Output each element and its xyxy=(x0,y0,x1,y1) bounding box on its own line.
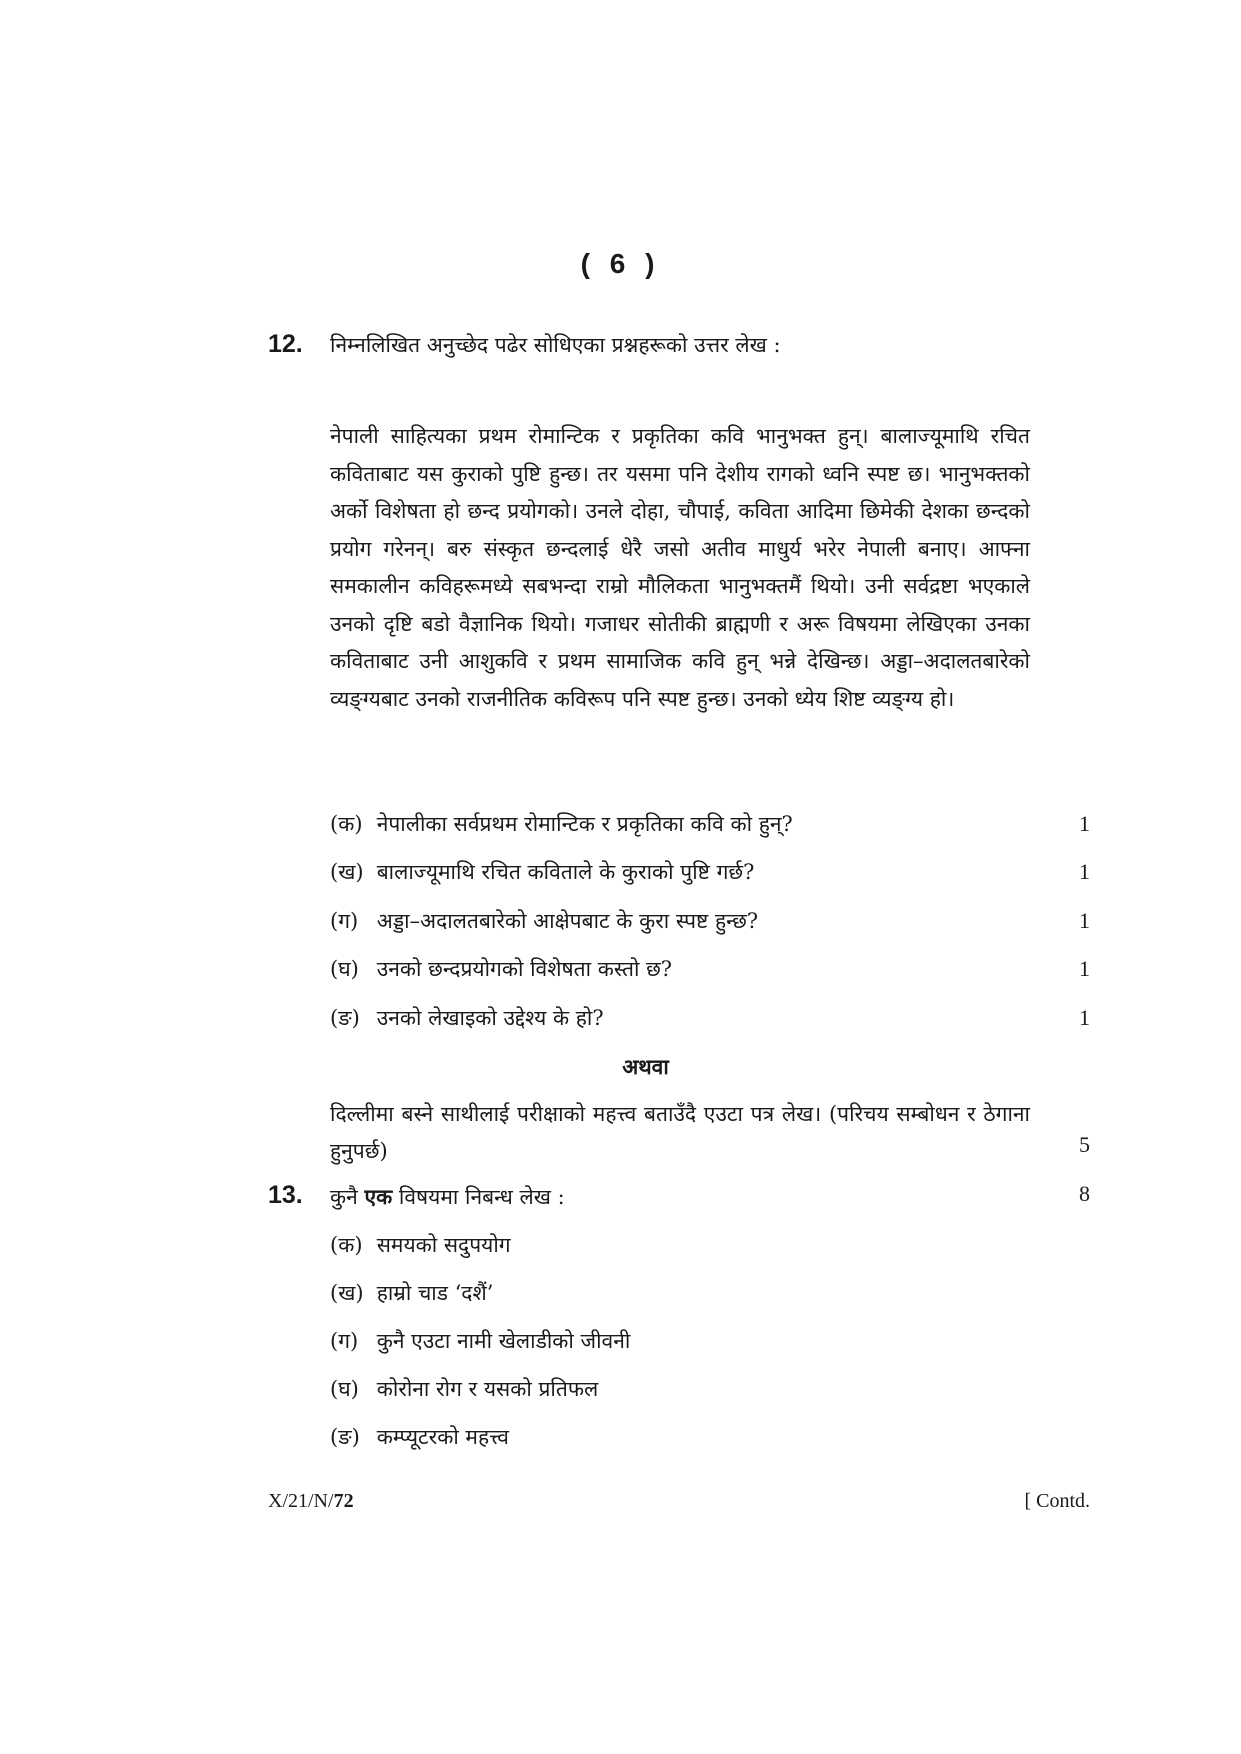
question-12-subquestion-nga xyxy=(330,1002,1090,1034)
subquestion-label: (घ) xyxy=(330,957,359,981)
question-12-subquestion-ga xyxy=(330,905,1090,937)
question-13-option-kha xyxy=(330,1277,1090,1309)
option-label: (ङ) xyxy=(330,1425,360,1449)
instruction-pre: कुनै xyxy=(330,1185,358,1209)
subquestion-marks: 1 xyxy=(1079,908,1090,933)
question-13-option-ga xyxy=(330,1325,1090,1357)
page-number: ( 6 ) xyxy=(580,248,661,279)
subquestion-label: (ङ) xyxy=(330,1006,360,1030)
option-label: (घ) xyxy=(330,1377,359,1401)
paper-code xyxy=(268,1490,354,1513)
option-text: कुनै एउटा नामी खेलाडीको जीवनी xyxy=(376,1329,631,1353)
paper-code-number: 72 xyxy=(333,1490,354,1512)
option-text: समयको सदुपयोग xyxy=(376,1233,511,1257)
instruction-emphasis: एक xyxy=(364,1184,393,1209)
question-13-option-nga xyxy=(330,1421,1090,1453)
question-13-marks: 8 xyxy=(1079,1181,1090,1206)
option-label: (ग) xyxy=(330,1329,359,1353)
subquestion-text: नेपालीका सर्वप्रथम रोमान्टिक र प्रकृतिका कवि को हुन्? xyxy=(376,812,793,836)
question-12-alternative-marks: 5 xyxy=(1079,1132,1090,1157)
option-label: (ख) xyxy=(330,1281,364,1305)
subquestion-text: बालाज्यूमाथि रचित कविताले के कुराको पुष्टि गर्छ? xyxy=(376,860,755,884)
subquestion-label: (ख) xyxy=(330,860,364,884)
question-13-instruction xyxy=(330,1182,565,1212)
subquestion-label: (ग) xyxy=(330,909,359,933)
subquestion-label: (क) xyxy=(330,812,363,836)
subquestion-marks: 1 xyxy=(1079,1005,1090,1030)
or-heading: अथवा xyxy=(622,1054,669,1079)
option-text: कोरोना रोग र यसको प्रतिफल xyxy=(376,1377,599,1401)
question-12-subquestion-kha xyxy=(330,856,1090,888)
question-13-option-gha xyxy=(330,1373,1090,1405)
subquestion-text: उनको लेखाइको उद्देश्य के हो? xyxy=(376,1006,604,1030)
paper-code-prefix: X/21/N/ xyxy=(268,1490,334,1512)
question-12-subquestion-ka xyxy=(330,808,1090,840)
option-text: कम्प्यूटरको महत्त्व xyxy=(376,1425,509,1449)
question-12-passage: नेपाली साहित्यका प्रथम रोमान्टिक र प्रकृतिका कवि भानुभक्त हुन्। बालाज्यूमाथि रचित कविताबाट यस कुराको पुष्टि हुन्छ। तर यसमा पनि देशीय रागको ध्वनि स्पष्ट छ। भानुभक्तको अर्को विशेषता हो छन्द प्रयोगको। उनले दोहा, चौपाई, कविता आदिमा छिमेकी देशका छन्दको प्रयोग गरेनन्। बरु संस्कृत छन्दलाई धेरै जसो अतीव माधुर्य भरेर नेपाली बनाए। आफ्ना समकालीन कविहरूमध्ये सबभन्दा राम्रो मौलिकता भानुभक्तमैं थियो। उनी सर्वद्रष्टा भएकाले उनको दृष्टि बडो वैज्ञानिक थियो। गजाधर सोतीकी ब्राह्मणी र अरू विषयमा लेखिएका उनका कविताबाट उनी आशुकवि र प्रथम सामाजिक कवि हुन् भन्ने देखिन्छ। अड्डा–अदालतबारेको व्यङ्ग्यबाट उनको राजनीतिक कविरूप पनि स्पष्ट हुन्छ। उनको ध्येय शिष्ट व्यङ्ग्य हो। xyxy=(330,424,1030,711)
subquestion-text: अड्डा–अदालतबारेको आक्षेपबाट के कुरा स्पष्ट हुन्छ? xyxy=(376,909,759,933)
subquestion-marks: 1 xyxy=(1079,956,1090,981)
question-12-alternative: दिल्लीमा बस्ने साथीलाई परीक्षाको महत्त्व बताउँदै एउटा पत्र लेख। (परिचय सम्बोधन र ठेगाना हुनुपर्छ) xyxy=(330,1102,1030,1163)
subquestion-text: उनको छन्दप्रयोगको विशेषता कस्तो छ? xyxy=(376,957,673,981)
subquestion-marks: 1 xyxy=(1079,811,1090,836)
question-13-number: 13. xyxy=(268,1181,303,1209)
option-label: (क) xyxy=(330,1233,363,1257)
continued-note: [ Contd. xyxy=(1024,1490,1090,1512)
subquestion-marks: 1 xyxy=(1079,859,1090,884)
question-12-instruction: निम्नलिखित अनुच्छेद पढेर सोधिएका प्रश्नहरूको उत्तर लेख : xyxy=(330,333,781,357)
question-12-subquestion-gha xyxy=(330,953,1090,985)
instruction-post: विषयमा निबन्ध लेख : xyxy=(398,1185,565,1209)
option-text: हाम्रो चाड ‘दशैं’ xyxy=(376,1281,494,1305)
question-12-number: 12. xyxy=(268,330,303,358)
question-13-option-ka xyxy=(330,1229,1090,1261)
